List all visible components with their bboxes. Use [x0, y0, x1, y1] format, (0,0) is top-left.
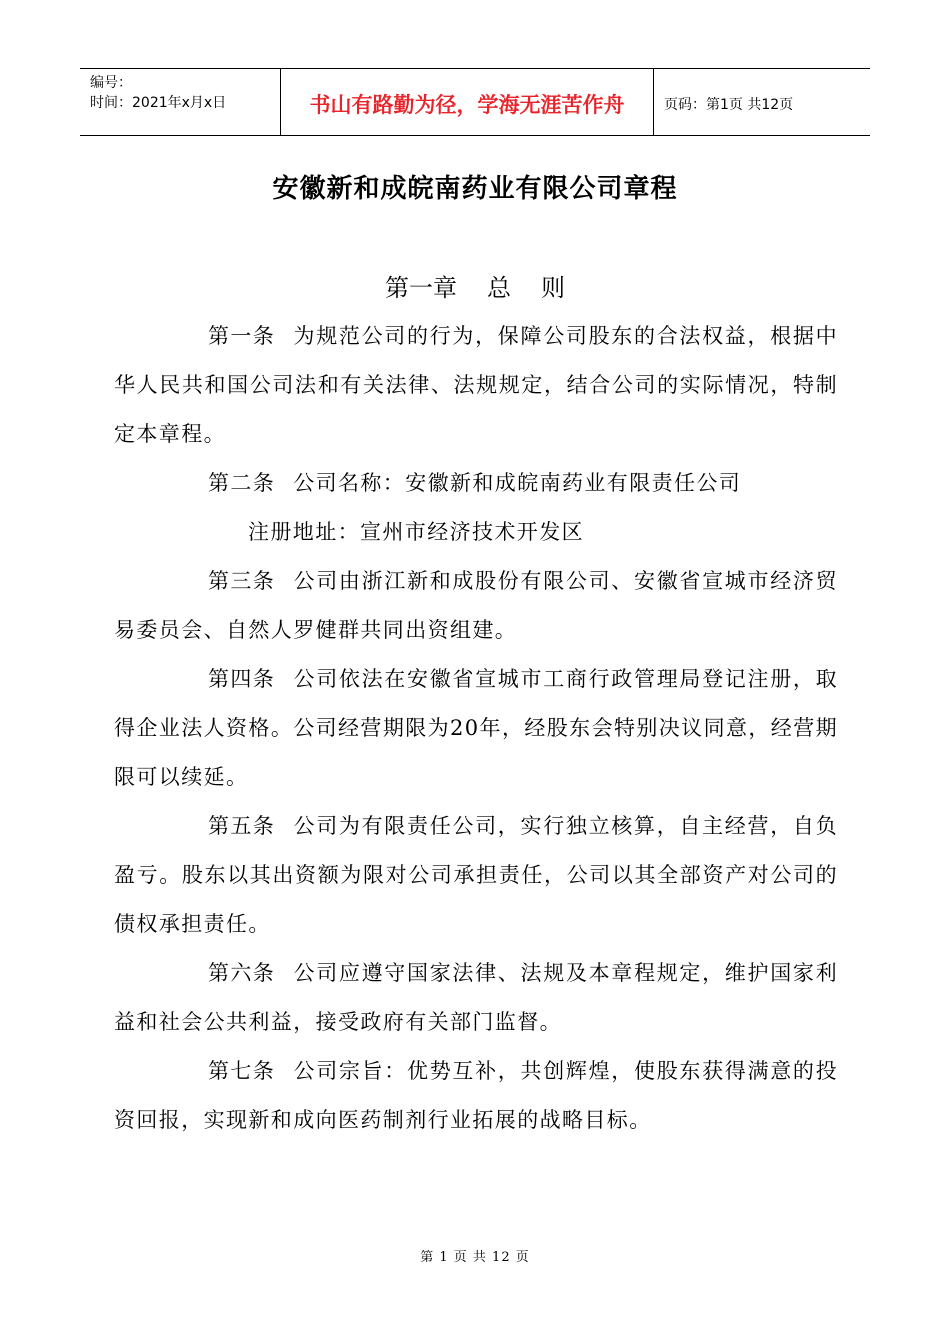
- page-header: [80, 68, 870, 136]
- header-motto: 书山有路勤为径，学海无涯苦作舟: [281, 69, 654, 135]
- article-text: 为规范公司的行为，保障公司股东的合法权益，根据中华人民共和国公司法和有关法律、法规规定，结合公司的实际情况，特制定本章程。: [114, 324, 838, 446]
- article-label: 第一条: [208, 324, 276, 348]
- article-2: [114, 459, 838, 508]
- article-2-address: [114, 508, 838, 557]
- header-page-info: 页码：第1页 共12页: [664, 97, 794, 113]
- chapter-name-part2: 则: [541, 274, 565, 302]
- article-label: 第六条: [208, 961, 276, 985]
- article-text: 公司由浙江新和成股份有限公司、安徽省宣城市经济贸易委员会、自然人罗健群共同出资组建。: [114, 569, 838, 642]
- article-6: [114, 949, 838, 1047]
- article-7: [114, 1047, 838, 1145]
- article-label: 第二条: [208, 471, 276, 495]
- article-label: 第五条: [208, 814, 276, 838]
- article-label: 第四条: [208, 667, 276, 691]
- article-text: 注册地址：宣州市经济技术开发区: [248, 520, 584, 544]
- article-5: [114, 802, 838, 949]
- chapter-number: 第一章: [385, 274, 457, 302]
- article-3: [114, 557, 838, 655]
- article-text: 公司名称：安徽新和成皖南药业有限责任公司: [293, 471, 742, 495]
- document-title: 安徽新和成皖南药业有限公司章程: [272, 174, 678, 204]
- document-number-label: 编号：: [90, 75, 132, 91]
- document-body: [114, 312, 838, 1145]
- article-label: 第三条: [208, 569, 276, 593]
- article-1: [114, 312, 838, 459]
- article-text: 公司为有限责任公司，实行独立核算，自主经营，自负盈亏。股东以其出资额为限对公司承担责任，公司以其全部资产对公司的债权承担责任。: [114, 814, 838, 936]
- page-footer: 第 1 页 共 12 页: [420, 1250, 530, 1265]
- header-meta-cell: [80, 69, 281, 135]
- article-label: 第七条: [208, 1059, 276, 1083]
- article-text: 公司依法在安徽省宣城市工商行政管理局登记注册，取得企业法人资格。公司经营期限为20年，经股东会特别决议同意，经营期限可以续延。: [114, 667, 838, 789]
- document-date: 时间：2021年x月x日: [90, 95, 227, 111]
- article-text: 公司宗旨：优势互补，共创辉煌，使股东获得满意的投资回报，实现新和成向医药制剂行业拓展的战略目标。: [114, 1059, 838, 1132]
- chapter-name-part1: 总: [487, 274, 511, 302]
- article-4: [114, 655, 838, 802]
- article-text: 公司应遵守国家法律、法规及本章程规定，维护国家利益和社会公共利益，接受政府有关部门监督。: [114, 961, 838, 1034]
- chapter-heading: [0, 268, 950, 303]
